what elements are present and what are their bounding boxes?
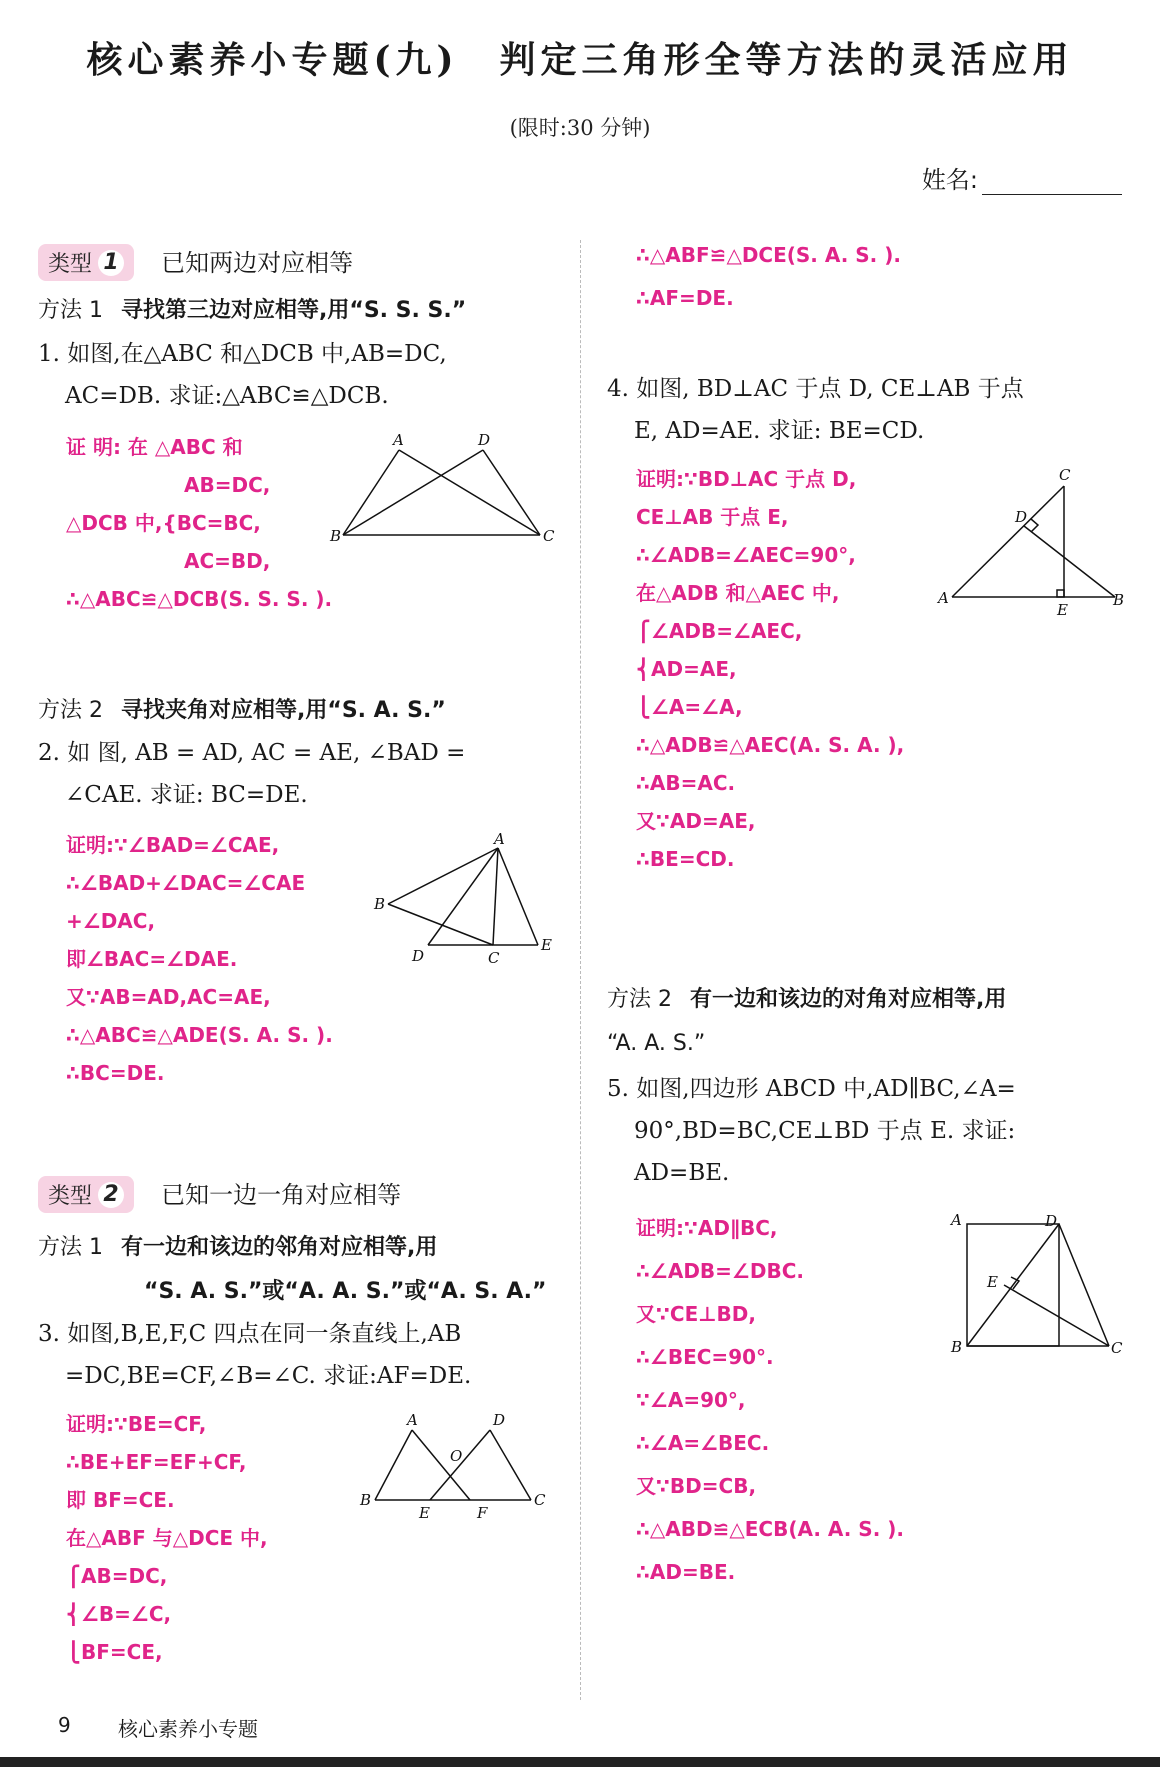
- figure-5: [945, 1207, 1125, 1362]
- type2-badge: 类型 2: [38, 1176, 134, 1213]
- fig1-label: B: [330, 527, 342, 545]
- type2-title: 已知一边一角对应相等: [161, 1181, 402, 1209]
- fig4-label: E: [1057, 601, 1068, 617]
- fig1-label: C: [543, 527, 555, 545]
- method-1-1: 方法 1 寻找第三边对应相等,用“S. S. S.”: [38, 298, 467, 323]
- bottom-bar: [0, 1757, 1160, 1767]
- answer-5: 证明:∵AD∥BC, ∴∠ADB=∠DBC. 又∵CE⊥BD, ∴∠BEC=90°. ∵∠A=90°, ∴∠A=∠BEC. 又∵BD=CB, ∴△ABD≌△ECB(A. A. S. ). ∴AD=BE.: [636, 1216, 905, 1584]
- page-title: 核心素养小专题(九) 判定三角形全等方法的灵活应用: [86, 39, 1074, 81]
- fig3-label: C: [534, 1491, 546, 1509]
- problem-5: 5. 如图,四边形 ABCD 中,AD∥BC,∠A= 90°,BD=BC,CE⊥BD 于点 E. 求证: AD=BE.: [607, 1076, 1016, 1186]
- answer-4: 证明:∵BD⊥AC 于点 D, CE⊥AB 于点 E, ∴∠ADB=∠AEC=90°, 在△ADB 和△AEC 中, ⎧∠ADB=∠AEC, ⎨AD=AE, ⎩∠A=∠A, ∴△ADB≌△AEC(A. S. A. ), ∴AB=AC. 又∵AD=AE, ∴BE=CD.: [636, 467, 905, 871]
- problem-4: 4. 如图, BD⊥AC 于点 D, CE⊥AB 于点 E, AD=AE. 求证: BE=CD.: [607, 376, 1024, 444]
- answer-3: 证明:∵BE=CF, ∴BE+EF=EF+CF, 即 BF=CE. 在△ABF 与△DCE 中, ⎧AB=DC, ⎨∠B=∠C, ⎩BF=CE,: [66, 1412, 268, 1664]
- footer-text: 核心素养小专题: [118, 1717, 258, 1741]
- time-limit: (限时:30 分钟): [509, 116, 651, 140]
- fig5-label: D: [1045, 1212, 1058, 1230]
- column-divider: [580, 240, 581, 1700]
- fig2-label: A: [494, 830, 505, 848]
- fig3-label: B: [360, 1491, 372, 1509]
- fig4-label: D: [1015, 508, 1028, 526]
- fig3-label: F: [477, 1504, 488, 1522]
- fig2-label: C: [488, 949, 500, 966]
- fig4-label: C: [1059, 466, 1071, 484]
- fig5-label: A: [951, 1211, 962, 1229]
- figure-3: [355, 1405, 565, 1530]
- fig3-label: O: [450, 1447, 463, 1465]
- page-number: 9: [58, 1713, 71, 1737]
- fig2-label: D: [412, 947, 425, 965]
- name-blank-line: [982, 168, 1122, 195]
- fig3-label: E: [419, 1504, 430, 1522]
- fig1-label: A: [393, 431, 404, 449]
- type1-badge: 类型 1: [38, 244, 134, 281]
- figure-2: [370, 826, 565, 966]
- figure-1: [325, 428, 565, 548]
- problem-2: 2. 如 图, AB = AD, AC = AE, ∠BAD = ∠CAE. 求证: BC=DE.: [38, 740, 466, 808]
- type1-title: 已知两边对应相等: [161, 249, 354, 277]
- fig5-label: E: [987, 1273, 998, 1291]
- fig4-label: A: [938, 589, 949, 607]
- fig5-label: C: [1111, 1339, 1123, 1357]
- fig2-label: E: [541, 936, 552, 954]
- answer-3-continued: ∴△ABF≌△DCE(S. A. S. ). ∴AF=DE.: [636, 243, 901, 310]
- fig3-label: A: [407, 1411, 418, 1429]
- fig4-label: B: [1113, 591, 1125, 609]
- fig2-label: B: [374, 895, 386, 913]
- method-2-1: 方法 1 有一边和该边的邻角对应相等,用 “S. A. S.”或“A. A. S.”或“A. S. A.”: [38, 1235, 547, 1304]
- type1-header: [38, 243, 353, 281]
- type2-header: [38, 1175, 401, 1213]
- name-label: 姓名:: [921, 166, 978, 194]
- method-1-2: 方法 2 寻找夹角对应相等,用“S. A. S.”: [38, 698, 446, 723]
- answer-2: 证明:∵∠BAD=∠CAE, ∴∠BAD+∠DAC=∠CAE +∠DAC, 即∠BAC=∠DAE. 又∵AB=AD,AC=AE, ∴△ABC≌△ADE(S. A. S. ). ∴BC=DE.: [66, 833, 333, 1085]
- fig1-label: D: [478, 431, 491, 449]
- name-field: [922, 160, 1122, 195]
- method-2-2: 方法 2 有一边和该边的对角对应相等,用 “A. A. S.”: [607, 987, 1007, 1056]
- fig3-label: D: [493, 1411, 506, 1429]
- problem-3: 3. 如图,B,E,F,C 四点在同一条直线上,AB =DC,BE=CF,∠B=∠C. 求证:AF=DE.: [38, 1321, 472, 1389]
- problem-1: 1. 如图,在△ABC 和△DCB 中,AB=DC, AC=DB. 求证:△ABC≌△DCB.: [38, 341, 447, 409]
- figure-4: [935, 462, 1127, 617]
- answer-1: 证 明: 在 △ABC 和 AB=DC, △DCB 中,{BC=BC, AC=BD, ∴△ABC≌△DCB(S. S. S. ).: [66, 435, 333, 611]
- fig5-label: B: [951, 1338, 963, 1356]
